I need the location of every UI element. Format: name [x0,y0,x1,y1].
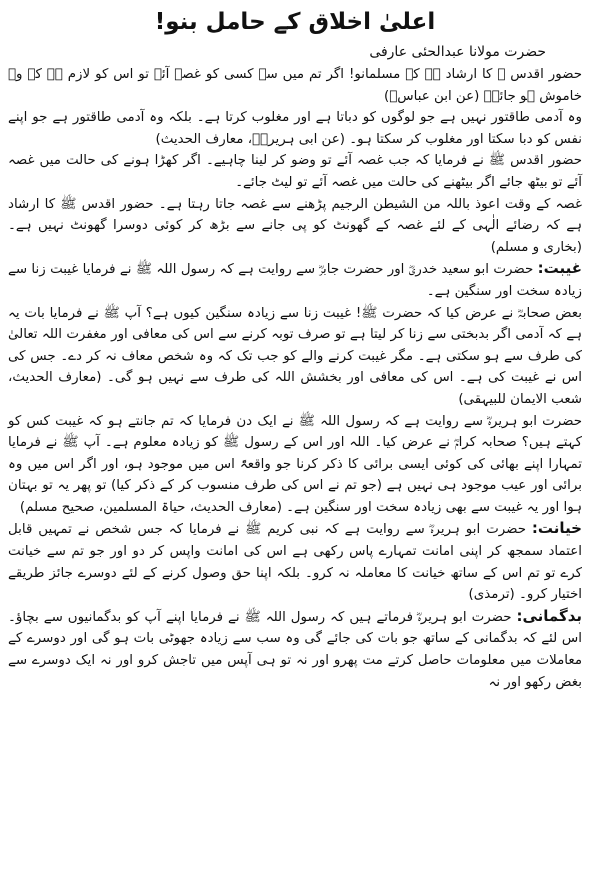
paragraph-text: بعض صحابہؓ نے عرض کیا کہ حضرت ﷺ! غیبت زنا سے زیادہ سنگین کیوں ہے؟ آپ ﷺ نے فرمایا بات یہ ہے کہ آدمی اگر بدبختی سے زنا کر لیتا ہے تو صرف توبہ کرنے سے اس کی معافی اور مغفرت اللہ تعالیٰ کی طرف سے ہو سکتی ہے۔ مگر غیبت کرنے والے کو جب تک کہ وہ شخص معاف نہ کر دے۔ جس کی اس نے غیبت کی ہے۔ اس کی معافی اور بخشش اللہ کی طرف سے نہیں ہو گی۔ (معارف الحدیث، شعب الایمان للبیہقی) [8,305,582,407]
author-line: حضرت مولانا عبدالحئی عارفی [369,44,546,60]
section-heading-gheebat: غیبت: [537,259,582,278]
paragraph-gheebat [8,258,582,302]
paragraph-text: حضرت ابو ہریرہؓ سے روایت ہے کہ نبی کریم ﷺ نے فرمایا کہ جس شخص نے تمہیں قابل اعتماد سمجھ کر اپنی امانت تمہارے پاس رکھی ہے اس کی امانت واپس کر دو اور جو تم سے خیانت کرے تو تم اس کے ساتھ خیانت کا معاملہ نہ کرو۔ بلکہ اپنا حق وصول کرنے کے لئے دوسرے جائز طریقے اختیار کرو۔ (ترمذی) [8,522,582,603]
paragraph-text: حضرت ابو ہریرہؓ فرماتے ہیں کہ رسول اللہ ﷺ نے فرمایا اپنے آپ کو بدگمانیوں سے بچاؤ۔ اس لئے کہ بدگمانی کے ساتھ جو بات کی جائے گی وہ سب سے زیادہ جھوٹی بات ہو گی اور دوسرے کے معاملات میں معلومات حاصل کرتے مت پھرو اور نہ تو ہی آپس میں تاجش کرو اور نہ ایک دوسرے سے بغض رکھو اور نہ [8,609,582,690]
paragraph-anger-silence [8,64,582,107]
section-heading-badgumani: بدگمانی: [516,606,582,625]
section-heading-khiyanat: خیانت: [531,519,582,538]
paragraph-badgumani [8,606,582,693]
paragraph-text: حضور اقدس ﷺ کا ارشاد ہے کہ مسلمانو! اگر تم میں سے کسی کو غصہ آئے تو اس کو لازم ہے کہ وہ خاموش ہو جائے۔ (عن ابن عباسؓ) [8,67,582,104]
paragraph-text: وہ آدمی طاقتور نہیں ہے جو لوگوں کو دباتا ہے اور مغلوب کرتا ہے۔ بلکہ وہ آدمی طاقتور ہے جو اپنے نفس کو دبا سکتا اور مغلوب کر سکتا ہو۔ (عن ابی ہریرہؓ، معارف الحدیث) [8,110,582,147]
document-page [8,4,582,870]
paragraph-text: حضرت ابو سعید خدریؓ اور حضرت جابرؓ سے روایت ہے کہ رسول اللہ ﷺ نے فرمایا غیبت زنا سے زیادہ سخت اور سنگین ہے۔ [8,262,582,299]
paragraph-text: غصہ کے وقت اعوذ باللہ من الشیطن الرجیم پڑھنے سے غصہ جاتا رہتا ہے۔ حضور اقدس ﷺ کا ارشاد ہے کہ رضائے الٰہی کے لئے غصہ کے گھونٹ کو پی جانے سے بڑھ کر کوئی دوسرا گھونٹ نہیں ہے۔ (بخاری و مسلم) [8,196,582,255]
paragraph-text: حضرت ابو ہریرہؓ سے روایت ہے کہ رسول اللہ ﷺ نے ایک دن فرمایا کہ تم جانتے ہو کہ غیبت کس کو کہتے ہیں؟ صحابہ کرامؓ نے عرض کیا۔ اللہ اور اس کے رسول ﷺ کو زیادہ معلوم ہے۔ آپ ﷺ نے فرمایا تمہارا اپنے بھائی کی کوئی ایسی برائی کا ذکر کرنا جو واقعۃً اس میں موجود ہو، اور اگر اس میں وہ برائی اور عیب موجود ہی نہیں ہے (جو تم نے اس کی طرف منسوب کر کے ذکر کیا) تو پھر یہ تو بہتان ہوا اور یہ غیبت سے بھی زیادہ سخت اور سنگین ہے۔ (معارف الحدیث، حیاۃ المسلمین، صحیح مسلم) [8,413,582,515]
paragraph-text: حضور اقدس ﷺ نے فرمایا کہ جب غصہ آئے تو وضو کر لینا چاہیے۔ اگر کھڑا ہونے کی حالت میں غصہ آئے تو بیٹھ جائے اگر بیٹھنے کی حالت میں غصہ آئے تو لیٹ جائے۔ [8,153,582,190]
page-title: اعلیٰ اخلاق کے حامل بنو! [154,9,436,35]
paragraph-taawwuz [8,194,582,259]
paragraph-wudu [8,150,582,193]
paragraph-gheebat-definition [8,411,582,519]
paragraph-khiyanat [8,518,582,605]
paragraph-gheebat-zina [8,303,582,411]
paragraph-strong-man [8,107,582,150]
